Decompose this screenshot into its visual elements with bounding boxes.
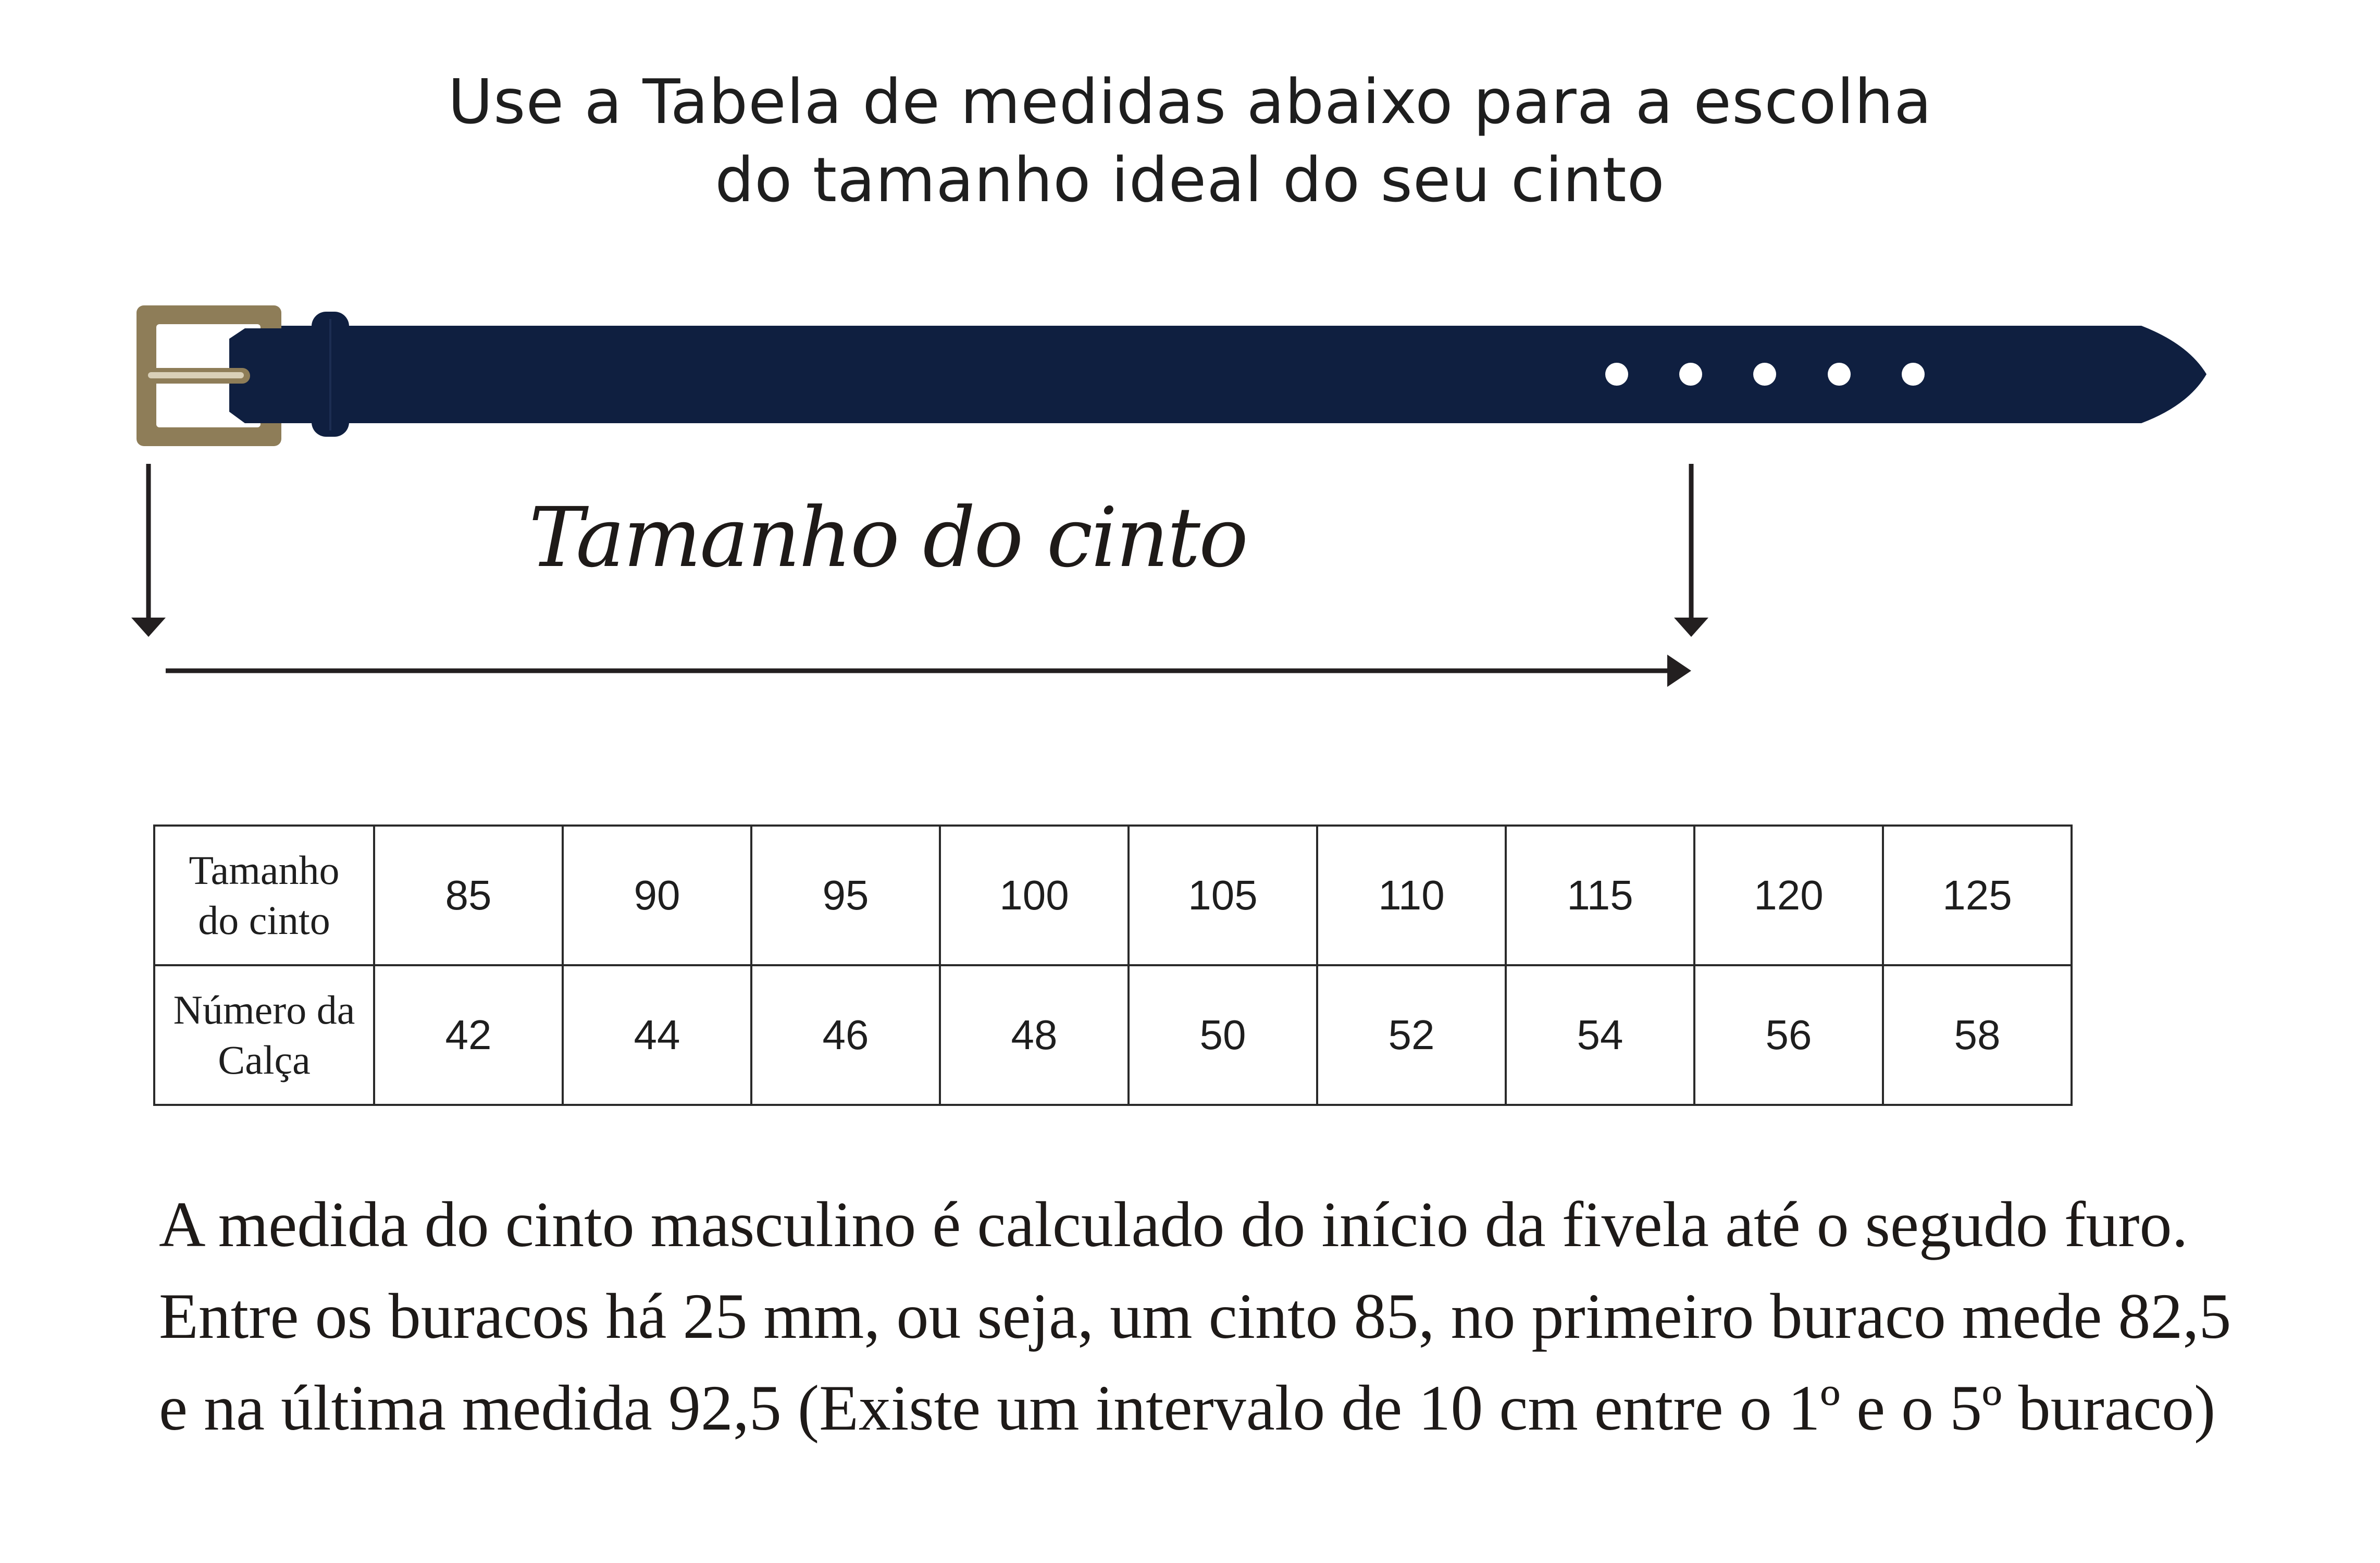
horizontal-measure-arrow (166, 655, 1691, 687)
belt-diagram (0, 0, 2380, 730)
table-row (154, 826, 2072, 965)
table-cell: 52 (1317, 965, 1506, 1105)
table-row (154, 965, 2072, 1105)
table-cell: 110 (1317, 826, 1506, 965)
table-cell: 50 (1129, 965, 1317, 1105)
belt-hole (1605, 363, 1628, 386)
table-cell: 120 (1694, 826, 1883, 965)
table-cell: 105 (1129, 826, 1317, 965)
table-cell: 125 (1883, 826, 2072, 965)
table-cell: 42 (374, 965, 563, 1105)
table-cell: 115 (1506, 826, 1694, 965)
size-table (153, 824, 2073, 1106)
row-header-line-2: do cinto (198, 897, 330, 943)
title-line-1: Use a Tabela de medidas abaixo para a escolha (448, 66, 1932, 138)
table-cell: 90 (563, 826, 751, 965)
belt-hole (1828, 363, 1851, 386)
belt-hole (1902, 363, 1925, 386)
note-line-2: Entre os buracos há 25 mm, ou seja, um cinto 85, no primeiro buraco mede 82,5 (159, 1281, 2232, 1352)
table-cell: 44 (563, 965, 751, 1105)
belt-hole (1679, 363, 1702, 386)
measurement-note (159, 1179, 2231, 1454)
row-header-line-1: Número da (173, 987, 355, 1032)
note-line-3: e na última medida 92,5 (Existe um intervalo de 10 cm entre o 1º e o 5º buraco) (159, 1372, 2216, 1444)
table-cell: 48 (940, 965, 1129, 1105)
table-cell: 95 (751, 826, 940, 965)
row-header (154, 826, 374, 965)
left-down-arrow (131, 464, 166, 637)
table-cell: 46 (751, 965, 940, 1105)
note-line-1: A medida do cinto masculino é calculado do início da fivela até o segudo furo. (159, 1189, 2188, 1260)
table-cell: 58 (1883, 965, 2072, 1105)
belt-buckle (137, 305, 292, 446)
row-header-line-1: Tamanho (189, 847, 340, 893)
table-cell: 85 (374, 826, 563, 965)
right-down-arrow (1674, 464, 1708, 637)
row-header-line-2: Calça (218, 1037, 311, 1082)
belt-size-label: Tamanho do cinto (529, 490, 1247, 586)
title-line-2: do tamanho ideal do seu cinto (715, 144, 1665, 216)
table-cell: 54 (1506, 965, 1694, 1105)
belt-hole (1753, 363, 1776, 386)
row-header (154, 965, 374, 1105)
table-cell: 100 (940, 826, 1129, 965)
table-cell: 56 (1694, 965, 1883, 1105)
